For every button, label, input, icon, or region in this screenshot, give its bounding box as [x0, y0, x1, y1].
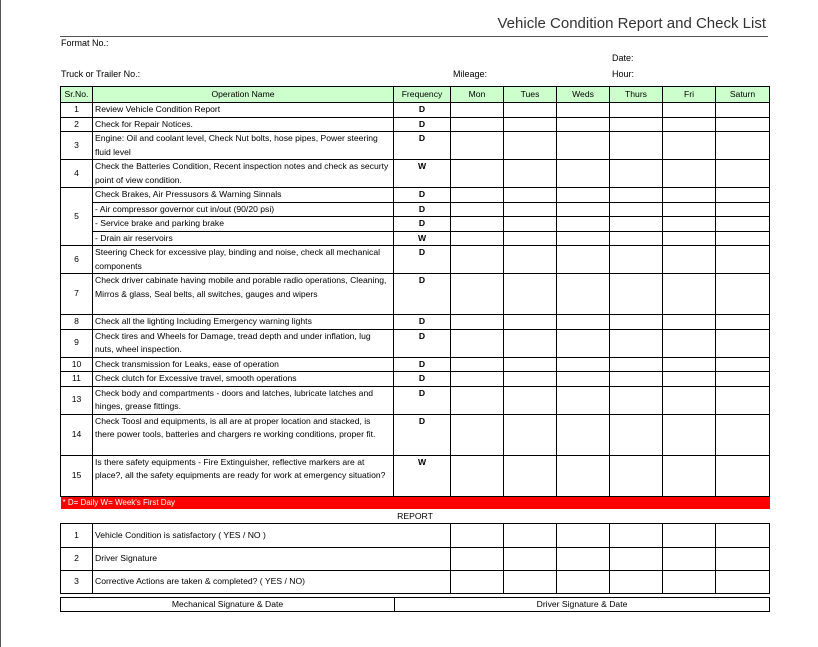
table-row: [61, 132, 770, 160]
page-title: Vehicle Condition Report and Check List: [497, 15, 766, 32]
row-operation: Check clutch for Excessive travel, smooth operations: [93, 372, 394, 387]
row-operation: - Drain air reservoirs: [93, 231, 394, 246]
day-cell[interactable]: [451, 231, 504, 246]
row-operation: Check for Repair Notices.: [93, 117, 394, 132]
table-row: [61, 329, 770, 357]
day-cell[interactable]: [451, 274, 504, 315]
day-cell[interactable]: [504, 357, 557, 372]
row-operation: - Service brake and parking brake: [93, 217, 394, 232]
report-title-row: [61, 509, 770, 524]
row-operation: Check tires and Wheels for Damage, tread depth and under inflation, lug nuts, wheel inspection.: [93, 329, 394, 357]
report-row-text: Corrective Actions are taken & completed? ( YES / NO): [93, 571, 451, 594]
day-cell[interactable]: [610, 217, 663, 232]
row-operation: Check all the lighting Including Emergency warning lights: [93, 315, 394, 330]
day-cell[interactable]: [663, 188, 716, 203]
day-cell[interactable]: [716, 202, 770, 217]
row-frequency: W: [394, 160, 451, 188]
day-cell[interactable]: [451, 117, 504, 132]
day-cell[interactable]: [504, 217, 557, 232]
table-row: [61, 117, 770, 132]
table-row: [61, 160, 770, 188]
day-cell[interactable]: [451, 455, 504, 496]
row-operation: Check driver cabinate having mobile and porable radio operations, Cleaning, Mirros & glass, Seal belts, all switches, gauges and wipers: [93, 274, 394, 315]
day-cell[interactable]: [716, 414, 770, 455]
report-row-sr: 3: [61, 571, 93, 594]
day-cell[interactable]: [451, 246, 504, 274]
day-cell[interactable]: [451, 357, 504, 372]
format-no-label: Format No.:: [61, 38, 109, 48]
day-cell[interactable]: [716, 455, 770, 496]
day-cell[interactable]: [663, 357, 716, 372]
day-cell[interactable]: [663, 414, 716, 455]
report-row: [61, 548, 770, 571]
day-cell[interactable]: [451, 202, 504, 217]
row-sr: 5: [61, 188, 93, 246]
day-cell[interactable]: [504, 202, 557, 217]
mileage-label: Mileage:: [453, 69, 488, 79]
driver-signature-field[interactable]: Driver Signature & Date: [395, 598, 770, 612]
truck-trailer-label: Truck or Trailer No.:: [61, 69, 141, 79]
report-row: [61, 524, 770, 548]
table-row: [61, 103, 770, 118]
report-row-sr: 1: [61, 524, 93, 548]
day-cell[interactable]: [557, 329, 610, 357]
report-title: REPORT: [397, 511, 433, 521]
day-cell[interactable]: [716, 160, 770, 188]
col-header-fri: Fri: [663, 87, 716, 103]
day-cell[interactable]: [716, 329, 770, 357]
row-operation: Check Brakes, Air Pressusors & Warning Sinnals: [93, 188, 394, 203]
day-cell[interactable]: [504, 132, 557, 160]
row-sr: 1: [61, 103, 93, 118]
row-frequency: D: [394, 329, 451, 357]
report-cell[interactable]: [451, 548, 504, 571]
day-cell[interactable]: [557, 386, 610, 414]
row-frequency: D: [394, 103, 451, 118]
col-header-operation: Operation Name: [93, 87, 394, 103]
row-frequency: D: [394, 117, 451, 132]
day-cell[interactable]: [557, 202, 610, 217]
day-cell[interactable]: [610, 386, 663, 414]
row-sr: 8: [61, 315, 93, 330]
day-cell[interactable]: [663, 274, 716, 315]
report-cell[interactable]: [663, 571, 716, 594]
report-cell[interactable]: [663, 548, 716, 571]
day-cell[interactable]: [557, 414, 610, 455]
day-cell[interactable]: [557, 315, 610, 330]
row-sr: 15: [61, 455, 93, 496]
signature-row: [61, 598, 770, 612]
title-divider: [60, 36, 768, 37]
row-operation: Review Vehicle Condition Report: [93, 103, 394, 118]
table-row: [61, 414, 770, 455]
day-cell[interactable]: [610, 414, 663, 455]
row-operation: Steering Check for excessive play, binding and noise, check all mechanical components: [93, 246, 394, 274]
row-operation: Is there safety equipments - Fire Extinguisher, reflective markers are at place?, all the safety equipments are ready for work at emergency situation?: [93, 455, 394, 496]
day-cell[interactable]: [451, 188, 504, 203]
day-cell[interactable]: [504, 160, 557, 188]
report-cell[interactable]: [504, 571, 557, 594]
row-frequency: D: [394, 246, 451, 274]
row-operation: - Air compressor governor cut in/out (90/20 psi): [93, 202, 394, 217]
table-row: [61, 315, 770, 330]
day-cell[interactable]: [663, 117, 716, 132]
table-row: [61, 274, 770, 315]
row-frequency: D: [394, 386, 451, 414]
row-sr: 2: [61, 117, 93, 132]
day-cell[interactable]: [610, 188, 663, 203]
day-cell[interactable]: [557, 217, 610, 232]
row-frequency: W: [394, 455, 451, 496]
row-sr: 14: [61, 414, 93, 455]
day-cell[interactable]: [716, 188, 770, 203]
row-sr: 4: [61, 160, 93, 188]
day-cell[interactable]: [557, 188, 610, 203]
day-cell[interactable]: [451, 386, 504, 414]
day-cell[interactable]: [504, 386, 557, 414]
row-frequency: W: [394, 231, 451, 246]
row-sr: 11: [61, 372, 93, 387]
legend-row: [61, 496, 770, 509]
day-cell[interactable]: [663, 455, 716, 496]
signature-table: [60, 597, 770, 612]
report-cell[interactable]: [716, 524, 770, 548]
day-cell[interactable]: [610, 103, 663, 118]
row-frequency: D: [394, 414, 451, 455]
col-header-saturn: Saturn: [716, 87, 770, 103]
report-cell[interactable]: [557, 548, 610, 571]
day-cell[interactable]: [451, 217, 504, 232]
day-cell[interactable]: [663, 246, 716, 274]
row-sr: 9: [61, 329, 93, 357]
row-sr: 3: [61, 132, 93, 160]
day-cell[interactable]: [504, 455, 557, 496]
mechanical-signature-field[interactable]: Mechanical Signature & Date: [61, 598, 395, 612]
table-row: [61, 372, 770, 387]
day-cell[interactable]: [557, 455, 610, 496]
row-frequency: D: [394, 274, 451, 315]
day-cell[interactable]: [557, 372, 610, 387]
col-header-weds: Weds: [557, 87, 610, 103]
day-cell[interactable]: [716, 246, 770, 274]
day-cell[interactable]: [610, 231, 663, 246]
day-cell[interactable]: [557, 132, 610, 160]
day-cell[interactable]: [716, 231, 770, 246]
day-cell[interactable]: [557, 231, 610, 246]
day-cell[interactable]: [716, 386, 770, 414]
day-cell[interactable]: [716, 274, 770, 315]
day-cell[interactable]: [716, 103, 770, 118]
day-cell[interactable]: [610, 315, 663, 330]
day-cell[interactable]: [716, 372, 770, 387]
table-row: [61, 386, 770, 414]
day-cell[interactable]: [716, 217, 770, 232]
day-cell[interactable]: [663, 231, 716, 246]
day-cell[interactable]: [451, 315, 504, 330]
checklist-table: [60, 86, 770, 594]
report-cell[interactable]: [504, 524, 557, 548]
table-row: [61, 202, 770, 217]
col-header-thurs: Thurs: [610, 87, 663, 103]
row-operation: Check the Batteries Condition, Recent inspection notes and check as securty point of view condition.: [93, 160, 394, 188]
frequency-legend: * D= Daily W= Week's First Day: [61, 496, 770, 509]
day-cell[interactable]: [610, 202, 663, 217]
table-row: [61, 188, 770, 203]
col-header-srno: Sr.No.: [61, 87, 93, 103]
row-operation: Engine: Oil and coolant level, Check Nut bolts, hose pipes, Power steering fluid level: [93, 132, 394, 160]
day-cell[interactable]: [504, 231, 557, 246]
day-cell[interactable]: [610, 117, 663, 132]
row-frequency: D: [394, 132, 451, 160]
day-cell[interactable]: [716, 132, 770, 160]
day-cell[interactable]: [663, 103, 716, 118]
day-cell[interactable]: [610, 455, 663, 496]
day-cell[interactable]: [451, 103, 504, 118]
row-frequency: D: [394, 372, 451, 387]
report-cell[interactable]: [663, 524, 716, 548]
day-cell[interactable]: [451, 132, 504, 160]
table-row: [61, 246, 770, 274]
report-cell[interactable]: [610, 524, 663, 548]
report-row-text: Driver Signature: [93, 548, 451, 571]
table-row: [61, 231, 770, 246]
day-cell[interactable]: [557, 357, 610, 372]
report-row-text: Vehicle Condition is satisfactory ( YES / NO ): [93, 524, 451, 548]
day-cell[interactable]: [504, 188, 557, 203]
day-cell[interactable]: [610, 132, 663, 160]
day-cell[interactable]: [716, 117, 770, 132]
day-cell[interactable]: [557, 160, 610, 188]
row-sr: 10: [61, 357, 93, 372]
day-cell[interactable]: [451, 160, 504, 188]
day-cell[interactable]: [504, 246, 557, 274]
day-cell[interactable]: [663, 315, 716, 330]
hour-label: Hour:: [612, 69, 635, 79]
day-cell[interactable]: [451, 414, 504, 455]
day-cell[interactable]: [663, 202, 716, 217]
report-cell[interactable]: [716, 548, 770, 571]
day-cell[interactable]: [451, 372, 504, 387]
row-frequency: D: [394, 315, 451, 330]
day-cell[interactable]: [504, 274, 557, 315]
report-cell[interactable]: [557, 524, 610, 548]
day-cell[interactable]: [716, 315, 770, 330]
day-cell[interactable]: [504, 315, 557, 330]
col-header-frequency: Frequency: [394, 87, 451, 103]
row-frequency: D: [394, 357, 451, 372]
day-cell[interactable]: [610, 274, 663, 315]
day-cell[interactable]: [610, 357, 663, 372]
row-frequency: D: [394, 217, 451, 232]
day-cell[interactable]: [504, 103, 557, 118]
row-sr: 6: [61, 246, 93, 274]
report-cell[interactable]: [504, 548, 557, 571]
day-cell[interactable]: [716, 357, 770, 372]
day-cell[interactable]: [557, 117, 610, 132]
row-frequency: D: [394, 188, 451, 203]
day-cell[interactable]: [663, 217, 716, 232]
row-sr: 13: [61, 386, 93, 414]
report-row-sr: 2: [61, 548, 93, 571]
table-row: [61, 217, 770, 232]
report-cell[interactable]: [716, 571, 770, 594]
row-operation: Check Toosl and equipments, is all are at proper location and stacked, is there power tools, batteries and chargers re working conditions, proper fit.: [93, 414, 394, 455]
report-cell[interactable]: [610, 548, 663, 571]
day-cell[interactable]: [610, 246, 663, 274]
report-cell[interactable]: [557, 571, 610, 594]
row-operation: Check transmission for Leaks, ease of operation: [93, 357, 394, 372]
report-cell[interactable]: [451, 571, 504, 594]
table-header-row: [61, 87, 770, 103]
day-cell[interactable]: [504, 372, 557, 387]
day-cell[interactable]: [557, 103, 610, 118]
report-row: [61, 571, 770, 594]
date-label: Date:: [612, 53, 634, 63]
day-cell[interactable]: [663, 132, 716, 160]
day-cell[interactable]: [663, 386, 716, 414]
day-cell[interactable]: [663, 329, 716, 357]
report-cell[interactable]: [451, 524, 504, 548]
col-header-mon: Mon: [451, 87, 504, 103]
report-cell[interactable]: [610, 571, 663, 594]
row-frequency: D: [394, 202, 451, 217]
day-cell[interactable]: [610, 372, 663, 387]
day-cell[interactable]: [663, 160, 716, 188]
col-header-tues: Tues: [504, 87, 557, 103]
day-cell[interactable]: [663, 372, 716, 387]
page-left-border: [0, 0, 1, 647]
table-row: [61, 357, 770, 372]
row-sr: 7: [61, 274, 93, 315]
day-cell[interactable]: [504, 414, 557, 455]
day-cell[interactable]: [610, 329, 663, 357]
table-row: [61, 455, 770, 496]
row-operation: Check body and compartments - doors and latches, lubricate latches and hinges, grease fittings.: [93, 386, 394, 414]
day-cell[interactable]: [557, 274, 610, 315]
day-cell[interactable]: [504, 117, 557, 132]
day-cell[interactable]: [504, 329, 557, 357]
day-cell[interactable]: [610, 160, 663, 188]
day-cell[interactable]: [557, 246, 610, 274]
day-cell[interactable]: [451, 329, 504, 357]
